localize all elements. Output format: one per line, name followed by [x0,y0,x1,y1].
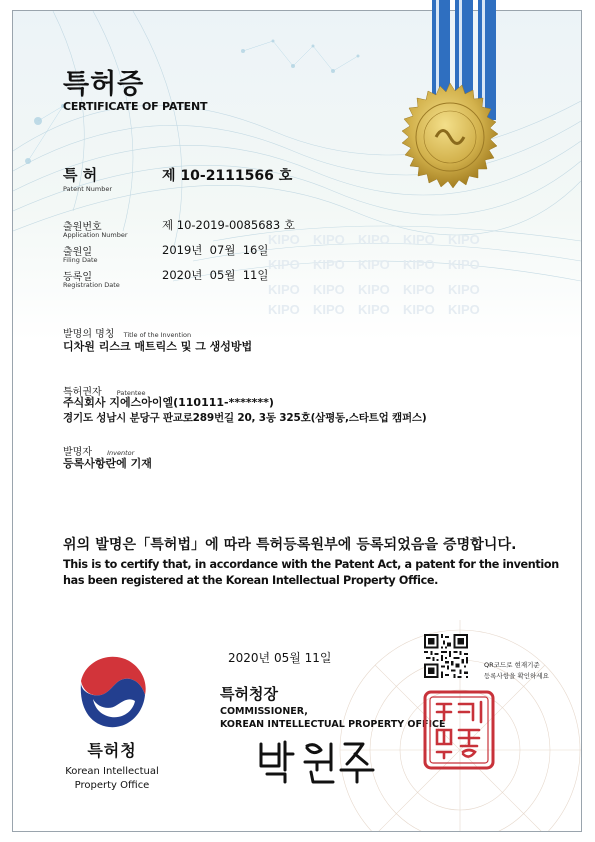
qr-code[interactable] [424,634,468,678]
certification-statement-en-line1: This is to certify that, in accordance with the Patent Act, a patent for the invention [63,558,559,571]
application-number-label-en: Application Number [63,231,128,239]
watermark-text: KIPO [448,232,480,247]
commissioner-title-en-line1: COMMISSIONER, [220,706,308,717]
watermark-text: KIPO [313,282,345,297]
commissioner-title-en-line2: KOREAN INTELLECTUAL PROPERTY OFFICE [220,719,446,730]
watermark-text: KIPO [268,257,300,272]
watermark-text: KIPO [358,302,390,317]
gold-seal-icon [394,82,506,194]
registration-date-label: 등록일 [63,272,92,283]
qr-note-line1: QR코드로 현재기준 [484,661,540,669]
watermark-text: KIPO [448,302,480,317]
certificate-title: 특허증 [63,69,145,100]
invention-title-label-en: Title of the Invention [123,331,192,339]
watermark-text: KIPO [313,302,345,317]
patentee-name: 주식회사 지에스아이엘(110111-*******) [63,396,274,409]
inventor-label: 발명자 [63,447,92,458]
certification-statement-ko: 위의 발명은「특허법」에 따라 특허등록원부에 등록되었음을 증명합니다. [63,537,517,553]
watermark-text: KIPO [358,257,390,272]
kipo-name-ko: 특허청 [87,741,137,760]
watermark-text: KIPO [403,232,435,247]
patent-number-label-en: Patent Number [63,185,113,193]
filing-date-label-en: Filing Date [63,256,98,264]
official-seal-stamp [423,690,495,770]
issue-date: 2020년 05월 11일 [228,651,332,665]
filing-date-label: 출원일 [63,247,92,258]
watermark-text: KIPO [313,257,345,272]
application-number-value: 제 10-2019-0085683 호 [162,218,295,232]
inventor-value: 등록사항란에 기재 [63,457,152,470]
patentee-label: 특허권자 [63,387,102,398]
invention-title-value: 디차원 리스크 매트릭스 및 그 생성방법 [63,340,253,353]
registration-date-value: 2020년 05월 11일 [162,268,269,282]
kipo-name-en-line1: Korean Intellectual [65,766,159,777]
watermark-text: KIPO [403,302,435,317]
patent-number-value: 제 10-2111566 호 [162,168,293,184]
invention-title-label: 발명의 명칭 [63,329,115,340]
certificate-title-en: CERTIFICATE OF PATENT [63,100,208,113]
patentee-label-en: Patentee [116,389,146,397]
watermark-text: KIPO [268,282,300,297]
qr-note-line2: 등록사항을 확인하세요 [484,672,549,680]
patentee-address: 경기도 성남시 분당구 판교로289번길 20, 3동 325호(삼평동,스타트업 캠퍼스) [63,412,427,424]
watermark-text: KIPO [358,282,390,297]
watermark-text: KIPO [403,282,435,297]
inventor-label-en: Inventor [107,449,135,457]
watermark-text: KIPO [313,232,345,247]
watermark-text: KIPO [358,232,390,247]
watermark-text: KIPO [448,257,480,272]
application-number-label: 출원번호 [63,222,102,233]
registration-date-label-en: Registration Date [63,281,120,289]
certification-statement-en-line2: has been registered at the Korean Intellectual Property Office. [63,574,439,587]
patent-number-label: 특 허 [63,166,98,184]
watermark-text: KIPO [403,257,435,272]
commissioner-signature [255,736,380,786]
kipo-name-en-line2: Property Office [74,780,150,791]
watermark-text: KIPO [268,302,300,317]
watermark-text: KIPO [448,282,480,297]
filing-date-value: 2019년 07월 16일 [162,243,269,257]
commissioner-title: 특허청장 [220,685,278,703]
watermark-text: KIPO [268,232,300,247]
kipo-logo-icon [73,653,151,731]
